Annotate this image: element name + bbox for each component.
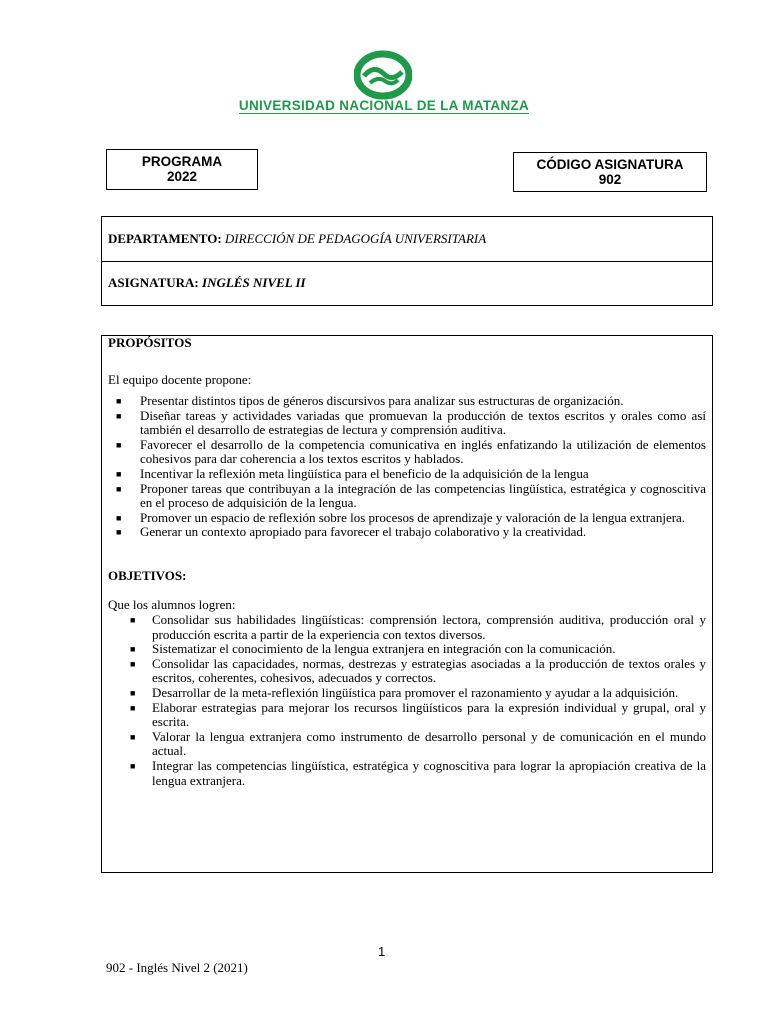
list-item: ■ Valorar la lengua extranjera como instrumento de desarrollo personal y de comunicación en el mundo actual. [130,728,706,759]
square-bullet-icon: ■ [116,396,122,406]
asignatura-row [102,275,712,291]
square-bullet-icon: ■ [130,615,136,625]
list-item: ■ Incentivar la reflexión meta lingüística para el beneficio de la adquisición de la lengua [116,465,589,481]
square-bullet-icon: ■ [130,702,136,713]
page-number: 1 [378,944,386,959]
list-item: ■ Consolidar las capacidades, normas, destrezas y estrategias asociadas a la producción de textos orales y escritos, coherentes, cohesivos, adecuados y correctos. [130,655,706,686]
university-logo [354,50,412,100]
objetivos-list [108,613,706,788]
square-bullet-icon: ■ [116,439,122,450]
list-item: ■ Promover un espacio de reflexión sobre los procesos de aprendizaje y valoración de la lengua extranjera. [116,509,686,525]
list-item: ■ Proponer tareas que contribuyan a la integración de las competencias lingüística, estratégica y cognoscitiva en el proceso de adquisición de la lengua. [116,480,706,511]
list-item: ■ Diseñar tareas y actividades variadas que promuevan la producción de textos escritos y orales como así también el desarrollo de estrategias de lectura y comprensión auditiva. [116,407,706,438]
objetivos-intro: Que los alumnos logren: [108,597,236,612]
square-bullet-icon: ■ [130,658,136,669]
list-item: ■ Desarrollar de la meta-reflexión lingüística para promover el razonamiento y ayudar a la adquisición. [130,684,679,700]
asignatura-value: INGLÉS NIVEL II [202,275,306,290]
square-bullet-icon: ■ [116,512,122,523]
codigo-label: CÓDIGO ASIGNATURA [536,157,684,172]
list-item: ■ Sistematizar el conocimiento de la lengua extranjera en integración con la comunicación. [130,641,616,657]
propositos-intro: El equipo docente propone: [108,372,252,387]
propositos-title: PROPÓSITOS [108,335,192,350]
square-bullet-icon: ■ [130,731,136,742]
asignatura-label: ASIGNATURA: [108,275,199,290]
departamento-label: DEPARTAMENTO: [108,231,222,246]
codigo-value: 902 [598,172,622,187]
list-item: ■ Favorecer el desarrollo de la competencia comunicativa en inglés enfatizando la utilización de elementos cohesivos para dar coherencia a los textos escritos y hablados. [116,436,706,467]
list-item: ■ Generar un contexto apropiado para favorecer el trabajo colaborativo y la creatividad. [116,524,587,540]
content-box [101,335,713,873]
square-bullet-icon: ■ [130,644,136,655]
list-item: ■ Elaborar estrategias para mejorar los recursos lingüísticos para la expresión individual y grupal, oral y escrita. [130,699,706,730]
square-bullet-icon: ■ [116,527,122,538]
list-item: ■ Consolidar sus habilidades lingüísticas: comprensión lectora, comprensión auditiva, producción oral y producción escrita a partir de la experiencia con textos diversos. [130,612,706,642]
departamento-row [102,231,712,247]
list-item: ■ Integrar las competencias lingüística, estratégica y cognoscitiva para lograr la apropiación creativa de la lengua extranjera. [130,757,706,788]
propositos-list [108,394,706,540]
square-bullet-icon: ■ [130,687,136,698]
table-divider [102,261,712,262]
square-bullet-icon: ■ [130,760,136,771]
programa-label: PROGRAMA [141,154,223,169]
square-bullet-icon: ■ [116,483,122,494]
programa-year: 2022 [166,169,198,184]
list-item: ■ Presentar distintos tipos de géneros discursivos para analizar sus estructuras de organización. [116,393,624,408]
footer-text: 902 - Inglés Nivel 2 (2021) [106,960,248,975]
square-bullet-icon: ■ [116,410,122,421]
info-table [101,216,713,306]
objetivos-title: OBJETIVOS: [108,568,187,583]
codigo-asignatura-box [513,152,707,192]
departamento-value: DIRECCIÓN DE PEDAGOGÍA UNIVERSITARIA [224,231,487,246]
university-name: UNIVERSIDAD NACIONAL DE LA MATANZA [238,98,530,113]
square-bullet-icon: ■ [116,468,122,479]
programa-box [106,149,258,190]
